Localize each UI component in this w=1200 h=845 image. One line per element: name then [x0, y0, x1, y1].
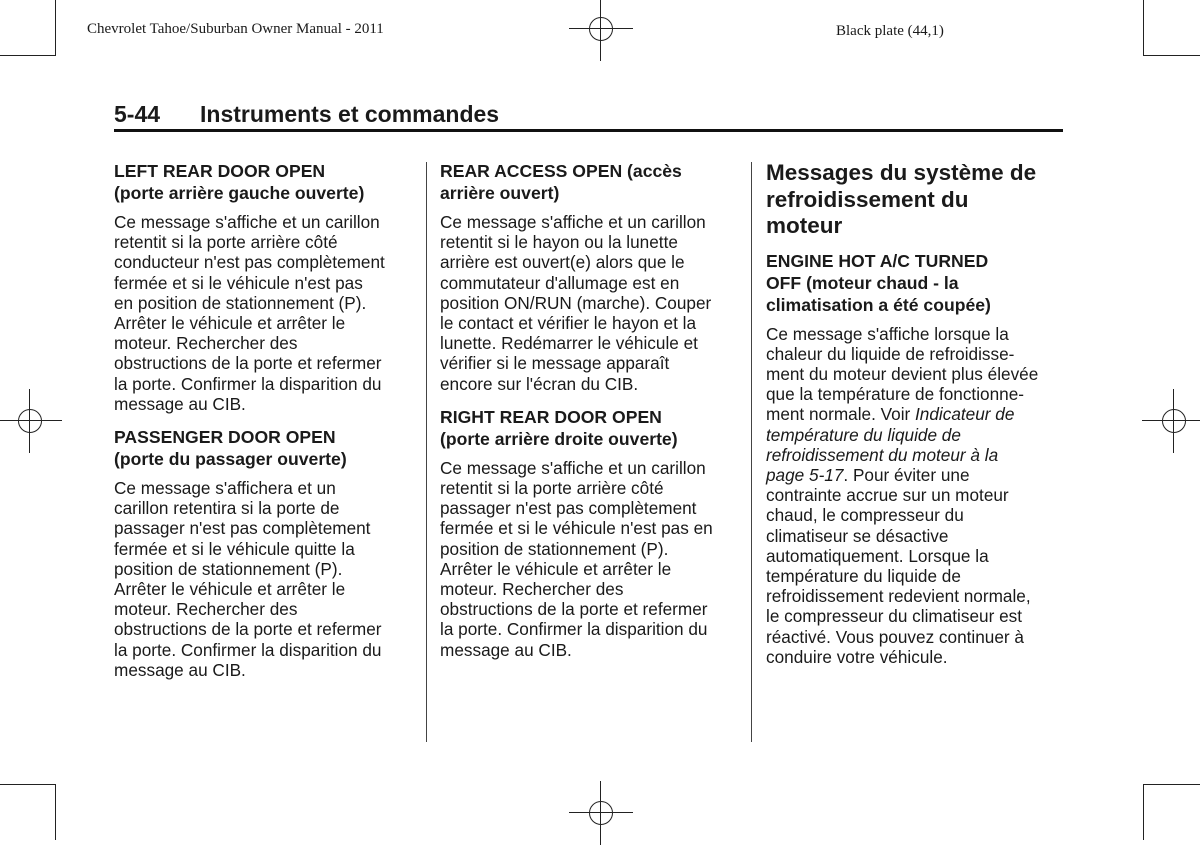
- plate-label: Black plate (44,1): [836, 23, 944, 39]
- crop-mark: [0, 55, 56, 56]
- body-text: Ce message s'affiche lorsque la chaleur du liquide de refroidisse- ment du moteur devient plus élevée que la température de fonctionne- ment normale. Voir: [766, 323, 1039, 425]
- column-2: [440, 160, 740, 672]
- message-heading: REAR ACCESS OPEN (accès arrière ouvert): [440, 161, 682, 203]
- message-body: Ce message s'affiche et un carillon retentit si la porte arrière côté conducteur n'est pas complètement fermée et si le véhicule n'est pas en position de stationnement (P). Arrêter le véhicule et arrêter le moteur. Rechercher des obstructions de la porte et refermer la porte. Confirmer la disparition du message au CIB.: [114, 212, 385, 414]
- manual-title: Chevrolet Tahoe/Suburban Owner Manual - 2011: [87, 21, 384, 37]
- message-body: [766, 324, 1062, 667]
- column-1: [114, 160, 414, 692]
- crop-mark: [1143, 0, 1144, 56]
- message-heading: LEFT REAR DOOR OPEN (porte arrière gauche ouverte): [114, 161, 365, 203]
- registration-mark-bottom: [583, 795, 619, 831]
- section-title: Instruments et commandes: [200, 101, 500, 127]
- section-heading: Messages du système de refroidissement du moteur: [766, 160, 1037, 238]
- crop-mark: [55, 0, 56, 56]
- crop-mark: [55, 784, 56, 840]
- registration-mark-right: [1156, 403, 1192, 439]
- registration-mark-left: [12, 403, 48, 439]
- message-heading: RIGHT REAR DOOR OPEN (porte arrière droite ouverte): [440, 406, 678, 449]
- cross-reference-link[interactable]: Indicateur de température du liquide de refroidissement du moteur à la page 5-17: [766, 404, 1015, 485]
- crop-mark: [1143, 55, 1200, 56]
- crop-mark: [1143, 784, 1144, 840]
- message-body: Ce message s'affiche et un carillon retentit si le hayon ou la lunette arrière est ouvert(e) alors que le commutateur d'allumage est en position ON/RUN (marche). Couper le contact et vérifier le hayon et la lunette. Redémarrer le véhicule et vérifier si le message apparaît encore sur l'écran du CIB.: [440, 212, 712, 394]
- crop-mark: [0, 784, 56, 785]
- column-3: [766, 160, 1062, 679]
- message-body: Ce message s'affiche et un carillon retentit si la porte arrière côté passager n'est pas complètement fermée et si le véhicule n'est pas en position de stationnement (P). Arrêter le véhicule et arrêter le moteur. Rechercher des obstructions de la porte et refermer la porte. Confirmer la disparition du message au CIB.: [440, 457, 713, 660]
- registration-mark-top: [583, 11, 619, 47]
- crop-mark: [1143, 784, 1200, 785]
- column-divider: [426, 162, 427, 742]
- header-rule: [114, 129, 1063, 132]
- page-number: 5-44: [114, 101, 161, 127]
- message-heading: ENGINE HOT A/C TURNED OFF (moteur chaud - la climatisation a été coupée): [766, 250, 991, 315]
- message-heading: PASSENGER DOOR OPEN (porte du passager ouverte): [114, 427, 347, 470]
- message-body: Ce message s'affichera et un carillon retentira si la porte de passager n'est pas complètement fermée et si le véhicule quitte la position de stationnement (P). Arrêter le véhicule et arrêter le moteur. Rechercher des obstructions de la porte et refermer la porte. Confirmer la disparition du message au CIB.: [114, 478, 382, 680]
- body-text: . Pour éviter une contrainte accrue sur un moteur chaud, le compresseur du climatiseur se désactive automatiquement. Lorsque la température du liquide de refroidissement redevient normale, le compresseur du climatiseur est réactivé. Vous pouvez continuer à conduire votre véhicule.: [766, 464, 1031, 667]
- column-divider: [751, 162, 752, 742]
